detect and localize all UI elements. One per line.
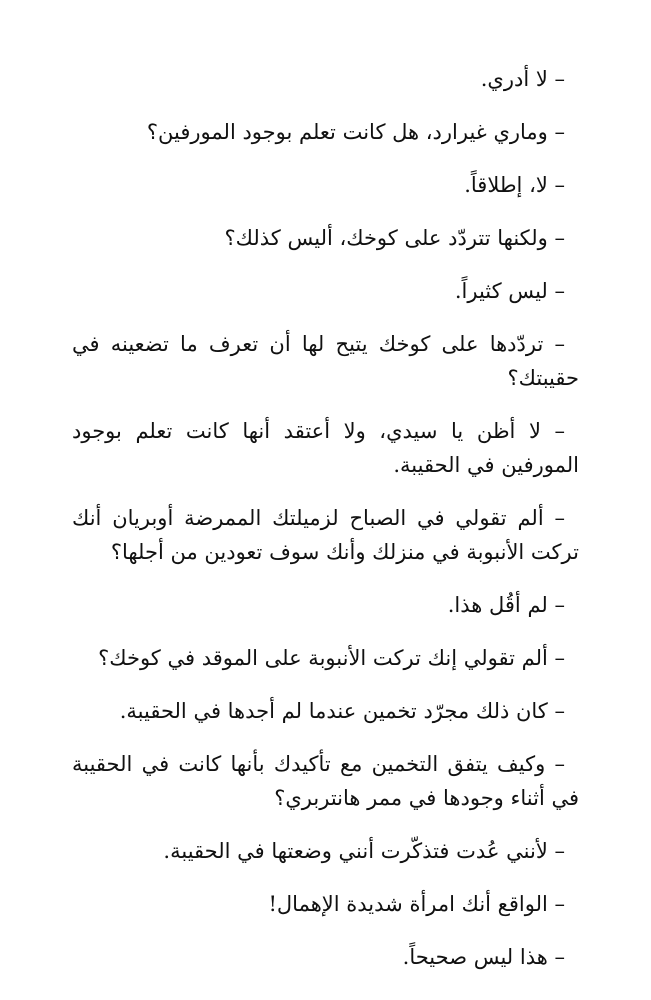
paragraph-11: – كان ذلك مجرّد تخمين عندما لم أجدها في الحقيبة.	[119, 699, 565, 723]
paragraph-7: – لا أظن يا سيدي، ولا أعتقد أنها كانت تعلم بوجود المورفين في الحقيبة.	[72, 419, 579, 477]
paragraph-2: – وماري غيرارد، هل كانت تعلم بوجود المورفين؟	[146, 120, 565, 144]
paragraph-15: – هذا ليس صحيحاً.	[402, 945, 565, 969]
paragraph-12: – وكيف يتفق التخمين مع تأكيدك بأنها كانت في الحقيبة في أثناء وجودها في ممر هانتربري؟	[72, 752, 579, 810]
paragraph-6: – تردّدها على كوخك يتيح لها أن تعرف ما تضعينه في حقيبتك؟	[72, 332, 579, 390]
paragraph-4: – ولكنها تتردّد على كوخك، أليس كذلك؟	[224, 226, 565, 250]
paragraph-3: – لا، إطلاقاً.	[464, 173, 565, 197]
paragraph-13: – لأنني عُدت فتذكّرت أنني وضعتها في الحقيبة.	[163, 839, 565, 863]
paragraph-5: – ليس كثيراً.	[454, 279, 565, 303]
paragraph-10: – ألم تقولي إنك تركت الأنبوبة على الموقد في كوخك؟	[98, 646, 565, 670]
paragraph-9: – لم أقُل هذا.	[447, 593, 565, 617]
paragraph-1: – لا أدري.	[480, 67, 565, 91]
paragraph-14: – الواقع أنك امرأة شديدة الإهمال!	[268, 892, 565, 916]
paragraph-8: – ألم تقولي في الصباح لزميلتك الممرضة أوبريان أنك تركت الأنبوبة في منزلك وأنك سوف تعودين من أجلها؟	[72, 506, 579, 564]
